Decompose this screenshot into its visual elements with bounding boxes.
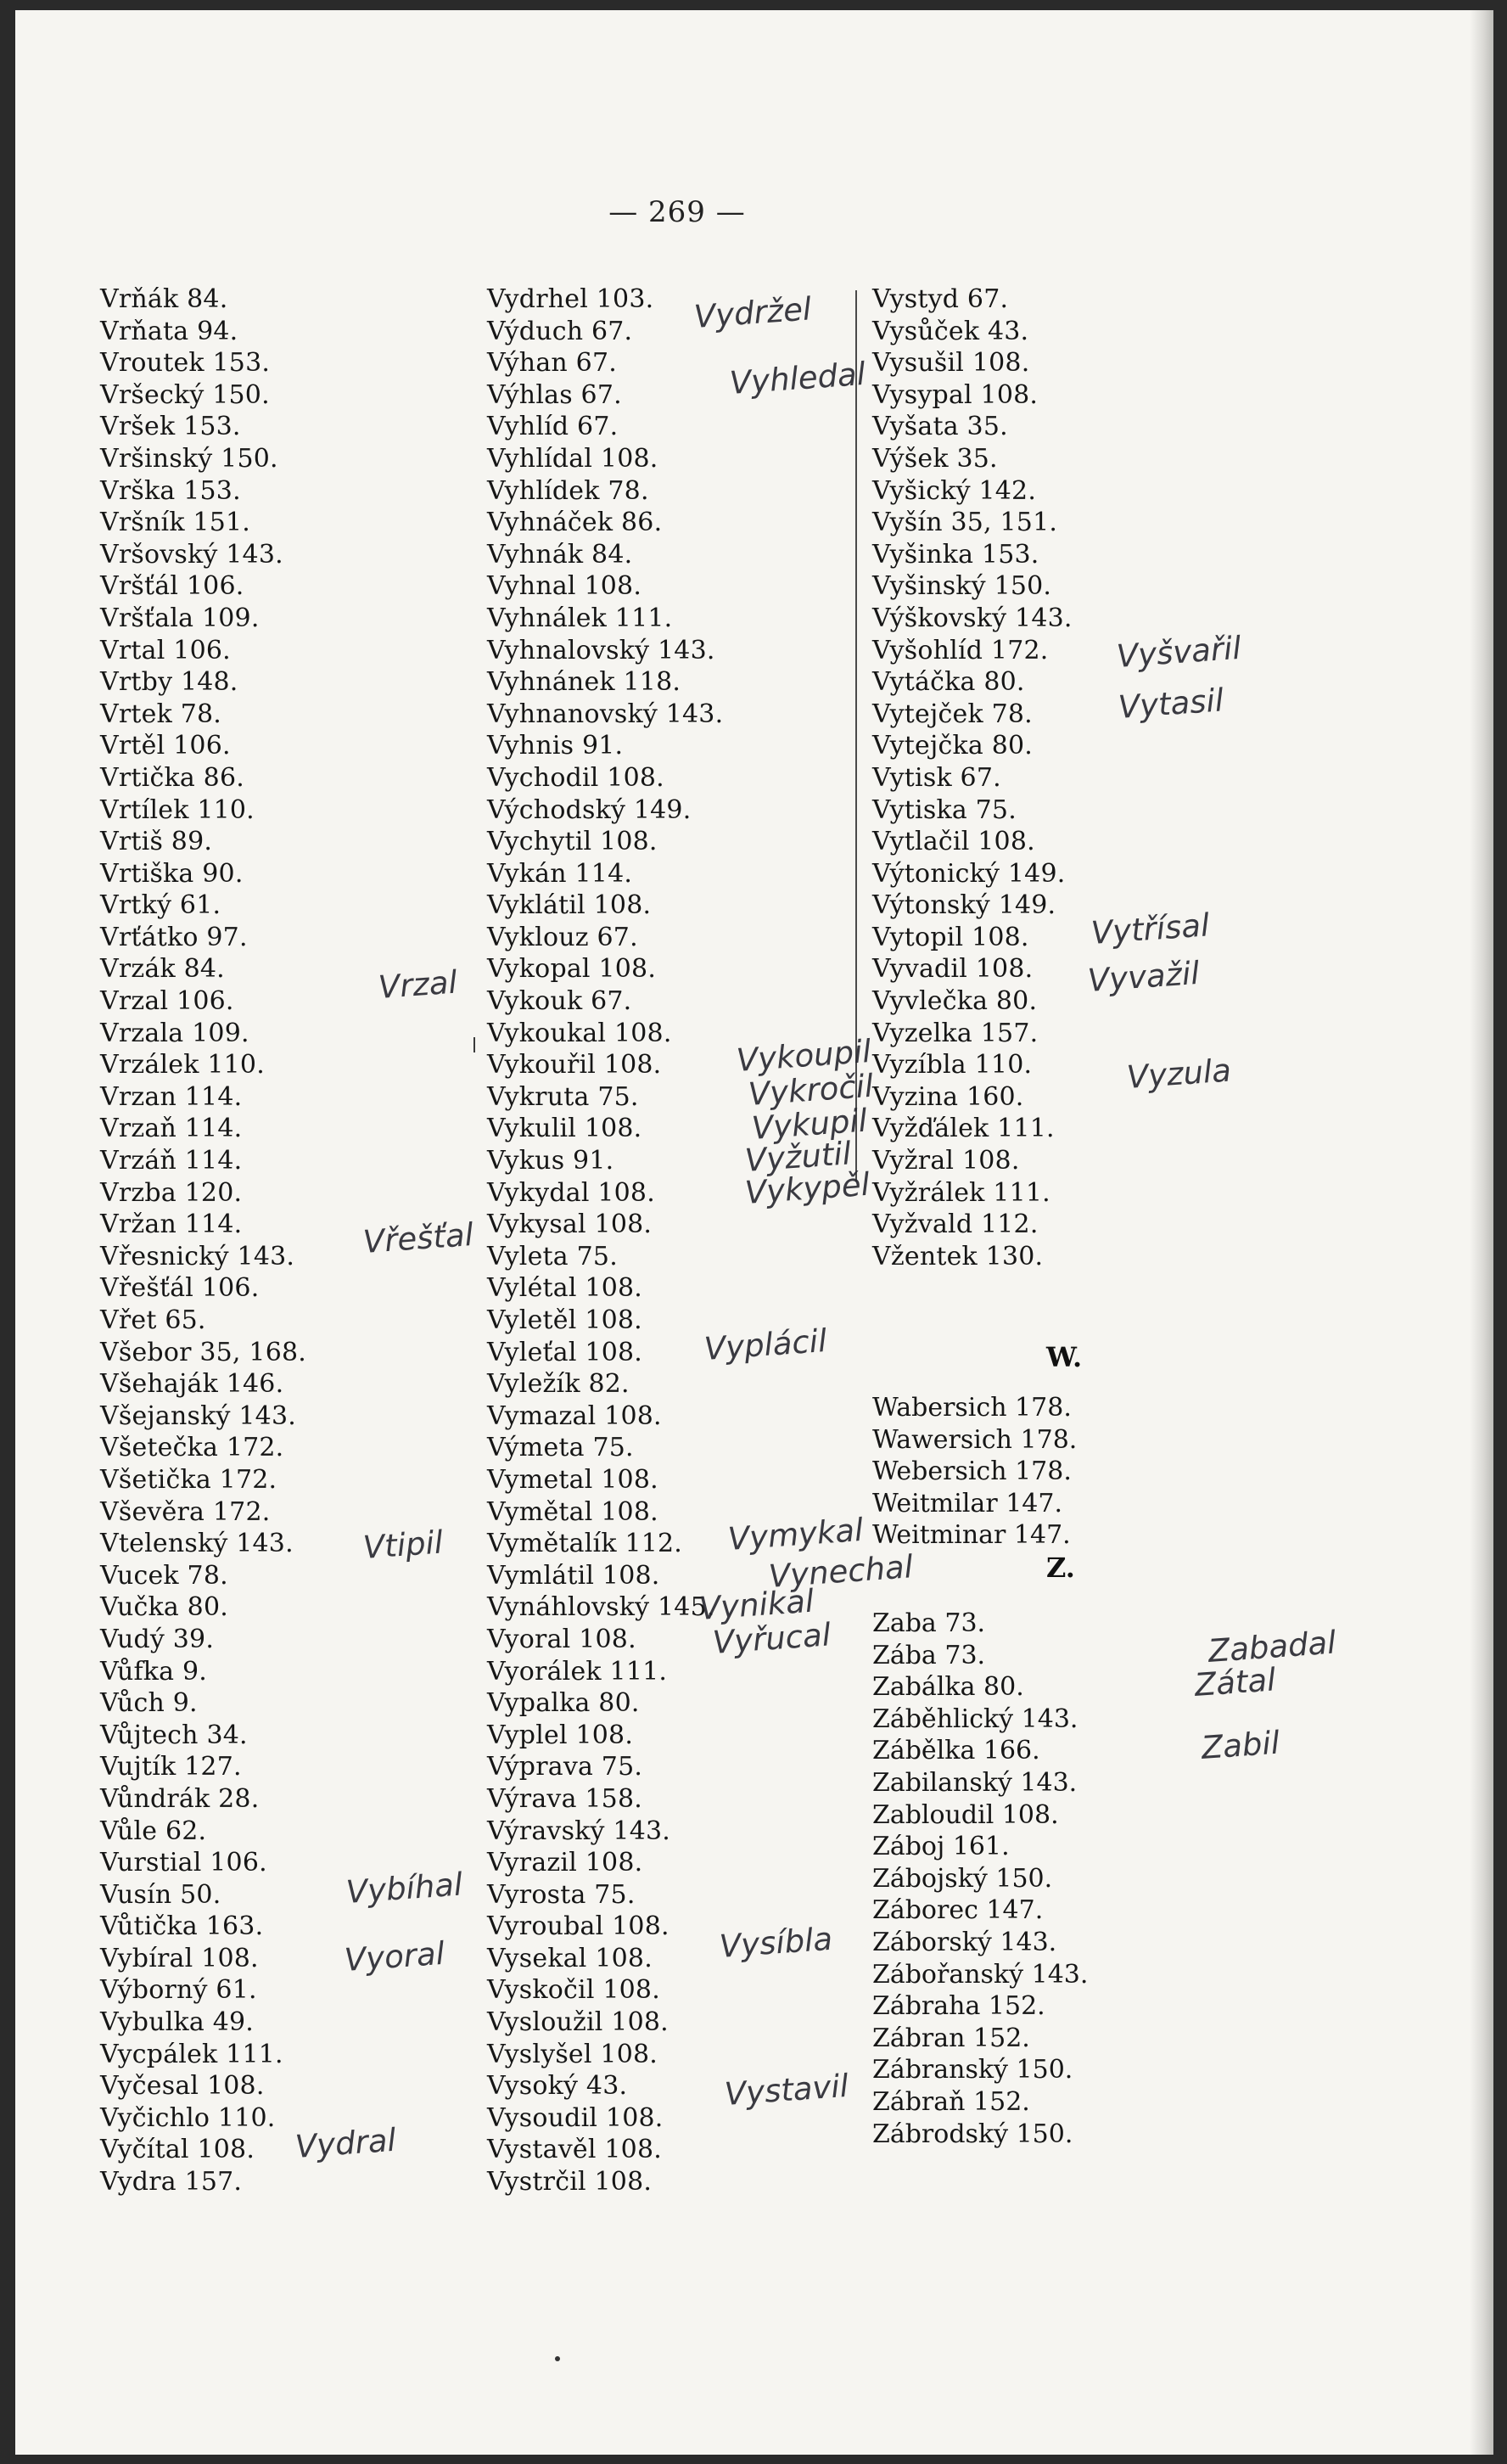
index-entry: Všehaják 146. bbox=[100, 1369, 284, 1400]
index-entry: Vyvadil 108. bbox=[872, 954, 1034, 985]
index-entry: Weitmilar 147. bbox=[872, 1488, 1062, 1518]
index-entry: Záběhlický 143. bbox=[872, 1703, 1078, 1734]
index-entry: Vrzáň 114. bbox=[100, 1146, 243, 1176]
handwritten-note: Vymykal bbox=[726, 1511, 865, 1558]
index-entry: Všetička 172. bbox=[100, 1464, 277, 1495]
index-entry: Vystyd 67. bbox=[872, 284, 1009, 314]
index-entry: Vyhnis 91. bbox=[487, 731, 624, 761]
handwritten-note: Vyplácil bbox=[703, 1322, 828, 1367]
index-entry: Vrška 153. bbox=[100, 475, 241, 506]
index-entry: Vysloužil 108. bbox=[487, 2007, 669, 2038]
index-entry: Vykouřil 108. bbox=[487, 1050, 662, 1080]
handwritten-note: Vykupil bbox=[750, 1102, 869, 1147]
handwritten-note: Vykročil bbox=[747, 1067, 875, 1113]
column-middle bbox=[487, 283, 886, 2198]
index-entry: Vyšata 35. bbox=[872, 412, 1008, 442]
index-entry: Vrzák 84. bbox=[100, 954, 225, 985]
index-entry: Výduch 67. bbox=[487, 316, 633, 346]
index-entry: Vršovský 143. bbox=[100, 539, 283, 570]
index-entry: Výškovský 143. bbox=[872, 603, 1073, 633]
index-entry: Webersich 178. bbox=[872, 1457, 1072, 1487]
index-entry: Vykulil 108. bbox=[487, 1114, 642, 1144]
index-entry: Vyhnal 108. bbox=[487, 571, 642, 602]
index-entry: Zabálka 80. bbox=[872, 1672, 1024, 1703]
index-entry: Vyzelka 157. bbox=[872, 1018, 1039, 1048]
index-entry: Vrzal 106. bbox=[100, 986, 234, 1017]
index-entry: Vševěra 172. bbox=[100, 1496, 271, 1527]
index-entry: Vybulka 49. bbox=[100, 2007, 255, 2038]
index-entry: Vřet 65. bbox=[100, 1305, 206, 1335]
index-entry: Vyslyšel 108. bbox=[487, 2039, 658, 2069]
index-entry: Vymlátil 108. bbox=[487, 1560, 660, 1591]
index-entry: Vyčichlo 110. bbox=[100, 2102, 276, 2133]
handwritten-note: Vynikal bbox=[697, 1582, 815, 1627]
index-entry: Vršecký 150. bbox=[100, 379, 270, 410]
index-entry: Zábraň 152. bbox=[872, 2087, 1030, 2117]
index-entry: Vyšín 35, 151. bbox=[872, 508, 1058, 538]
index-entry: Vržan 114. bbox=[100, 1210, 243, 1240]
index-entry: Vysůček 43. bbox=[872, 316, 1029, 346]
handwritten-note: Vydral bbox=[294, 2121, 398, 2165]
index-entry: Vytisk 67. bbox=[872, 762, 1001, 793]
handwritten-note: Vyřucal bbox=[711, 1616, 832, 1661]
handwritten-note: Vytasil bbox=[1117, 682, 1225, 726]
section-heading-w: W. bbox=[1046, 1341, 1083, 1373]
index-entry: Vurstial 106. bbox=[100, 1848, 267, 1878]
index-entry: Výravský 143. bbox=[487, 1816, 671, 1846]
index-entry: Vyžvald 112. bbox=[872, 1210, 1039, 1240]
index-entry: Wabersich 178. bbox=[872, 1393, 1072, 1423]
index-entry: Vroutek 153. bbox=[100, 348, 271, 379]
index-entry: Výprava 75. bbox=[487, 1752, 643, 1782]
index-entry: Vršek 153. bbox=[100, 412, 241, 442]
index-entry: Vršťál 106. bbox=[100, 571, 244, 602]
index-entry: Vymetal 108. bbox=[487, 1464, 658, 1495]
index-entry: Vyoral 108. bbox=[487, 1624, 636, 1654]
index-entry: Výmeta 75. bbox=[487, 1433, 634, 1463]
index-entry: Vyležík 82. bbox=[487, 1369, 630, 1400]
index-entry: Vyplel 108. bbox=[487, 1720, 634, 1750]
index-entry: Vytiska 75. bbox=[872, 794, 1017, 825]
index-entry: Vyhnanovský 143. bbox=[487, 699, 724, 729]
index-entry: Vydra 157. bbox=[100, 2167, 243, 2197]
index-entry: Vrtička 86. bbox=[100, 762, 244, 793]
index-entry: Vršník 151. bbox=[100, 508, 251, 538]
index-entry: Vůfka 9. bbox=[100, 1656, 207, 1687]
index-entry: Vrzan 114. bbox=[100, 1081, 243, 1112]
handwritten-note: Vykypěl bbox=[743, 1165, 871, 1211]
index-entry: Vysypal 108. bbox=[872, 379, 1039, 410]
index-entry: Vyorálek 111. bbox=[487, 1656, 668, 1687]
column-right bbox=[872, 283, 1483, 1272]
handwritten-note: Zabil bbox=[1200, 1724, 1281, 1766]
index-entry: Vyklouz 67. bbox=[487, 922, 638, 952]
index-entry: Vyžral 108. bbox=[872, 1146, 1020, 1176]
index-entry: Vyšohlíd 172. bbox=[872, 635, 1049, 665]
section-heading-z: Z. bbox=[1046, 1552, 1075, 1584]
handwritten-note: Vyšvařil bbox=[1115, 629, 1242, 675]
index-entry: Výšek 35. bbox=[872, 443, 998, 474]
handwritten-note: Vykoupil bbox=[735, 1032, 872, 1079]
index-entry: Vrzala 109. bbox=[100, 1018, 249, 1048]
index-entry: Vytopil 108. bbox=[872, 922, 1029, 952]
index-entry: Výborný 61. bbox=[100, 1975, 257, 2006]
index-entry: Vrzaň 114. bbox=[100, 1114, 243, 1144]
index-entry: Zábořanský 143. bbox=[872, 1959, 1089, 1990]
index-entry: Vymětalík 112. bbox=[487, 1529, 683, 1559]
index-entry: Zabilanský 143. bbox=[872, 1768, 1078, 1798]
handwritten-note: Vyvažil bbox=[1086, 954, 1201, 999]
index-entry: Vysekal 108. bbox=[487, 1943, 653, 1973]
index-entry: Vyšinský 150. bbox=[872, 571, 1052, 602]
index-entry: Vytejčka 80. bbox=[872, 731, 1034, 761]
index-entry: Vytejček 78. bbox=[872, 699, 1033, 729]
handwritten-note: Zabadal bbox=[1207, 1624, 1337, 1670]
handwritten-note: Vysíbla bbox=[718, 1920, 834, 1965]
index-entry: Vyžrálek 111. bbox=[872, 1177, 1050, 1208]
index-entry: Vyhlíd 67. bbox=[487, 412, 619, 442]
index-entry: Zabloudil 108. bbox=[872, 1799, 1059, 1830]
index-entry: Vymětal 108. bbox=[487, 1496, 658, 1527]
index-entry: Vyleťal 108. bbox=[487, 1337, 643, 1367]
index-entry: Vrzba 120. bbox=[100, 1177, 243, 1208]
index-entry: Vrtílek 110. bbox=[100, 794, 255, 825]
index-entry: Zaba 73. bbox=[872, 1608, 986, 1638]
handwritten-note: Vyžutil bbox=[743, 1135, 853, 1179]
index-entry: Vytlačil 108. bbox=[872, 827, 1035, 857]
index-entry: Vrzálek 110. bbox=[100, 1050, 265, 1080]
index-entry: Vystrčil 108. bbox=[487, 2167, 653, 2197]
index-entry: Všejanský 143. bbox=[100, 1400, 296, 1431]
index-entry: Vůjtech 34. bbox=[100, 1720, 248, 1750]
index-entry: Vysoudil 108. bbox=[487, 2102, 664, 2133]
index-entry: Východský 149. bbox=[487, 794, 692, 825]
index-entry: Vynáhlovský 145. bbox=[487, 1592, 715, 1623]
index-entry: Vrtiš 89. bbox=[100, 827, 213, 857]
index-entry: Vykydal 108. bbox=[487, 1177, 655, 1208]
index-entry: Vydrhel 103. bbox=[487, 284, 654, 314]
index-entry: Zábojský 150. bbox=[872, 1863, 1053, 1894]
index-entry: Vyšinka 153. bbox=[872, 539, 1039, 570]
index-entry: Vyzina 160. bbox=[872, 1081, 1024, 1112]
index-entry: Vyhnák 84. bbox=[487, 539, 633, 570]
index-entry: Vyhlídek 78. bbox=[487, 475, 649, 506]
index-entry: Vyhlídal 108. bbox=[487, 443, 658, 474]
index-entry: Vyhnánek 118. bbox=[487, 667, 681, 698]
handwritten-note: Zátal bbox=[1193, 1661, 1277, 1703]
index-entry: Vykouk 67. bbox=[487, 986, 632, 1017]
index-entry: Vykysal 108. bbox=[487, 1210, 653, 1240]
index-entry: Vyšický 142. bbox=[872, 475, 1037, 506]
handwritten-note: Vybíhal bbox=[345, 1866, 464, 1911]
index-entry: Vykoukal 108. bbox=[487, 1018, 672, 1048]
index-entry: Vudý 39. bbox=[100, 1624, 215, 1654]
handwritten-note: Vtipil bbox=[361, 1524, 445, 1566]
index-entry: Vršťala 109. bbox=[100, 603, 260, 633]
index-entry: Vychodil 108. bbox=[487, 762, 664, 793]
index-entry: Vysoký 43. bbox=[487, 2071, 628, 2102]
index-entry: Vřesnický 143. bbox=[100, 1241, 295, 1271]
index-entry: Vykán 114. bbox=[487, 858, 633, 889]
index-entry: Weitminar 147. bbox=[872, 1520, 1071, 1551]
index-entry: Vusín 50. bbox=[100, 1879, 221, 1910]
index-entry: Vujtík 127. bbox=[100, 1752, 242, 1782]
index-entry: Vystavěl 108. bbox=[487, 2135, 662, 2165]
index-entry: Vyhnálek 111. bbox=[487, 603, 673, 633]
index-entry: Zába 73. bbox=[872, 1640, 986, 1670]
index-entry: Vykruta 75. bbox=[487, 1081, 639, 1112]
index-entry: Výhlas 67. bbox=[487, 379, 622, 410]
handwritten-note: Vřešťal bbox=[361, 1215, 475, 1260]
index-entry: Vybíral 108. bbox=[100, 1943, 259, 1973]
index-entry: Vžentek 130. bbox=[872, 1241, 1044, 1271]
index-entry: Vyskočil 108. bbox=[487, 1975, 660, 2006]
index-entry: Vyžďálek 111. bbox=[872, 1114, 1055, 1144]
index-entry: Vřešťál 106. bbox=[100, 1273, 260, 1304]
index-entry: Vyčítal 108. bbox=[100, 2135, 255, 2165]
index-entry: Záboj 161. bbox=[872, 1832, 1010, 1862]
index-entry: Všebor 35, 168. bbox=[100, 1337, 306, 1367]
index-entry: Vyhnalovský 143. bbox=[487, 635, 715, 665]
page-number: — 269 — bbox=[608, 195, 746, 229]
index-entry: Vylétal 108. bbox=[487, 1273, 643, 1304]
index-entry: Vyhnáček 86. bbox=[487, 508, 663, 538]
index-entry: Vysušil 108. bbox=[872, 348, 1030, 379]
index-entry: Zábraha 152. bbox=[872, 1991, 1045, 2022]
index-entry: Vůle 62. bbox=[100, 1816, 207, 1846]
index-entry: Vůtička 163. bbox=[100, 1911, 264, 1942]
index-entry: Vůch 9. bbox=[100, 1688, 198, 1719]
index-entry: Výhan 67. bbox=[487, 348, 617, 379]
index-entry: Zábělka 166. bbox=[872, 1736, 1040, 1766]
index-entry: Vypalka 80. bbox=[487, 1688, 640, 1719]
index-entry: Všetečka 172. bbox=[100, 1433, 284, 1463]
index-entry: Vyroubal 108. bbox=[487, 1911, 669, 1942]
index-entry: Záborský 143. bbox=[872, 1928, 1057, 1957]
index-entry: Vůndrák 28. bbox=[100, 1783, 260, 1814]
index-entry: Vršinský 150. bbox=[100, 443, 278, 474]
index-entry: Vyčesal 108. bbox=[100, 2071, 265, 2102]
ink-speck bbox=[555, 2356, 560, 2361]
index-entry: Vrtal 106. bbox=[100, 635, 231, 665]
index-entry: Vycpálek 111. bbox=[100, 2039, 283, 2069]
index-entry: Vrňata 94. bbox=[100, 316, 238, 346]
index-entry: Vymazal 108. bbox=[487, 1400, 662, 1431]
handwritten-note: Vynechal bbox=[767, 1548, 915, 1595]
index-entry: Vyleta 75. bbox=[487, 1241, 618, 1271]
index-entry: Vyzíbla 110. bbox=[872, 1050, 1033, 1080]
index-entry: Vrňák 84. bbox=[100, 284, 228, 314]
index-entry: Vrtěl 106. bbox=[100, 731, 231, 761]
index-entry: Vytáčka 80. bbox=[872, 667, 1025, 698]
index-entry: Vychytil 108. bbox=[487, 827, 658, 857]
index-entry: Vtelenský 143. bbox=[100, 1529, 294, 1559]
scanned-page bbox=[15, 10, 1493, 2455]
index-entry: Vyvlečka 80. bbox=[872, 986, 1038, 1017]
index-entry: Vykus 91. bbox=[487, 1146, 614, 1176]
index-entry: Vrtký 61. bbox=[100, 890, 221, 921]
index-entry: Vrtby 148. bbox=[100, 667, 238, 698]
index-entry: Vučka 80. bbox=[100, 1592, 228, 1623]
index-entry: Výtonský 149. bbox=[872, 890, 1056, 921]
index-entry: Vykopal 108. bbox=[487, 954, 657, 985]
index-entry: Vrtek 78. bbox=[100, 699, 222, 729]
index-entry: Vyrazil 108. bbox=[487, 1848, 643, 1878]
handwritten-note: Vrzal bbox=[377, 963, 459, 1006]
index-entry: Záborec 147. bbox=[872, 1895, 1044, 1926]
handwritten-note: Vydržel bbox=[692, 290, 813, 335]
handwritten-note: Vyoral bbox=[343, 1934, 446, 1978]
index-entry: Vyrosta 75. bbox=[487, 1879, 636, 1910]
index-entry: Zábran 152. bbox=[872, 2023, 1030, 2053]
index-entry: Wawersich 178. bbox=[872, 1424, 1078, 1455]
margin-mark bbox=[473, 1037, 475, 1052]
index-entry: Výtonický 149. bbox=[872, 858, 1066, 889]
index-entry: Vrtiška 90. bbox=[100, 858, 244, 889]
handwritten-note: Vystavil bbox=[723, 2067, 850, 2113]
handwritten-note: Vytřísal bbox=[1090, 906, 1211, 951]
handwritten-note: Vyhledal bbox=[728, 355, 867, 401]
index-entry: Vyletěl 108. bbox=[487, 1305, 642, 1335]
handwritten-note: Vyzula bbox=[1125, 1052, 1233, 1096]
index-entry: Vyklátil 108. bbox=[487, 890, 652, 921]
index-entry: Výrava 158. bbox=[487, 1783, 642, 1814]
index-entry: Vrťátko 97. bbox=[100, 922, 248, 952]
index-entry: Vucek 78. bbox=[100, 1560, 228, 1591]
index-entry: Zábrodský 150. bbox=[872, 2119, 1073, 2149]
index-entry: Zábranský 150. bbox=[872, 2055, 1073, 2085]
